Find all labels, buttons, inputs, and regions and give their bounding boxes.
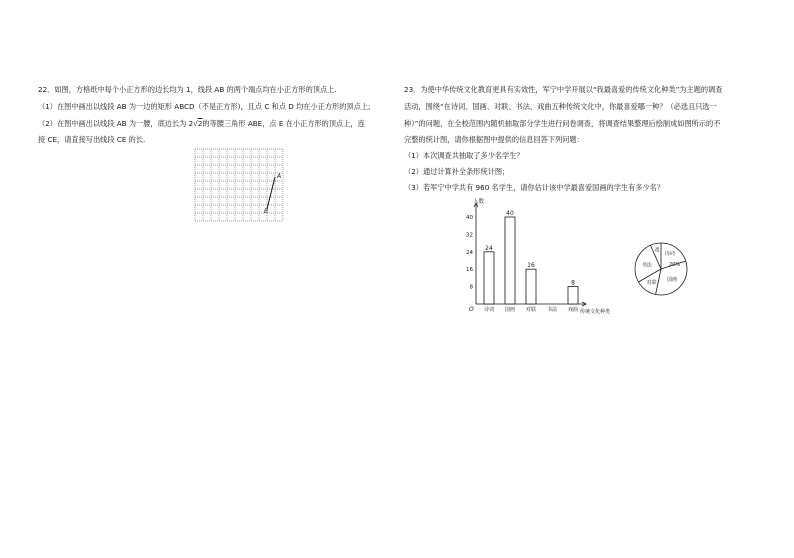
q23-line2: 活动，围绕“在诗词、国画、对联、书法、戏曲五种传统文化中，你最喜爱哪一种？（必选且只选一 xyxy=(404,102,717,111)
x-axis-label: 传统文化种类 xyxy=(580,309,611,315)
pie-percent-label: 20% xyxy=(669,262,681,268)
origin-label: O xyxy=(469,306,474,313)
bar xyxy=(526,269,536,304)
bar xyxy=(484,252,494,304)
category-label: 书法 xyxy=(546,307,558,313)
q23-line1: 23．为使中华传统文化教育更具有实效性，军宁中学开展以“我最喜爱的传统文化种类”为主题的调查 xyxy=(404,85,723,94)
bar-data-label: 8 xyxy=(571,279,575,287)
q22-part2-sqrt: 2 xyxy=(197,119,203,128)
sqrt-symbol: √ xyxy=(193,119,198,128)
q22-part2-cont: 接 CE，请直接写出线段 CE 的长. xyxy=(38,135,146,144)
q22-part2-b: 的等腰三角形 ABE，点 E 在小正方形的顶点上，连 xyxy=(202,119,365,128)
grid-figure xyxy=(193,147,289,223)
grid-lines xyxy=(195,149,283,221)
q23-sub2: （2）通过计算补全条形统计图； xyxy=(404,167,510,176)
category-label: 诗词 xyxy=(483,307,495,313)
pie-slice-label: 对联 xyxy=(646,279,657,286)
q22-part1: （1）在图中画出以线段 AB 为一边的矩形 ABCD（不是正方形)，且点 C 和点 D 均在小正方形的顶点上; xyxy=(38,102,371,111)
pie-slice-label: 戏 xyxy=(654,247,660,254)
y-tick-label: 8 xyxy=(469,284,473,291)
q23-line3: 种）”的问题，在全校范围内随机抽取部分学生进行问卷调查，将调查结果整理后绘制成如图所示的不 xyxy=(404,119,721,128)
bar-data-label: 16 xyxy=(527,262,535,270)
q22-title: 22．如图，方格纸中每个小正方形的边长均为 1，线段 AB 的两个端点均在小正方形的顶点上. xyxy=(38,85,337,94)
point-b-label: B xyxy=(264,208,269,215)
y-tick-label: 16 xyxy=(466,267,473,274)
pie-slice-label: 诗词 xyxy=(664,250,675,257)
bar-data-label: 24 xyxy=(485,244,493,252)
pie-chart xyxy=(630,238,692,300)
category-label: 对联 xyxy=(525,307,537,313)
point-a-label: A xyxy=(277,173,282,180)
category-label: 戏曲 xyxy=(567,307,579,313)
y-axis-label: 人数 xyxy=(473,199,485,205)
bar-ticks xyxy=(466,215,474,291)
bar-marks xyxy=(484,210,578,304)
y-tick-label: 32 xyxy=(466,232,473,239)
pie-slice-label: 国画 xyxy=(667,277,678,284)
pie-slice-label: 书法 xyxy=(641,262,652,269)
y-tick-label: 24 xyxy=(466,249,473,256)
bar-data-label: 40 xyxy=(506,210,514,217)
q23-line4: 完整的统计图，请你根据图中提供的信息回答下列问题： xyxy=(404,135,584,144)
bar xyxy=(505,217,515,304)
q23-sub1: （1）本次调查共抽取了多少名学生？ xyxy=(404,151,524,160)
bar-chart xyxy=(458,195,623,317)
q22-part2 xyxy=(38,119,365,129)
q22-part2-a: （2）在图中画出以线段 AB 为一腰，底边长为 2 xyxy=(38,119,194,128)
segment-ab xyxy=(267,177,275,209)
y-tick-label: 40 xyxy=(466,215,473,221)
bar-categories xyxy=(484,306,578,313)
bar xyxy=(568,287,578,304)
pie-marks xyxy=(635,243,687,295)
q23-sub3: （3）若军宁中学共有 960 名学生，请你估计该中学最喜爱国画的学生有多少名？ xyxy=(404,183,665,192)
category-label: 国画 xyxy=(504,307,516,313)
